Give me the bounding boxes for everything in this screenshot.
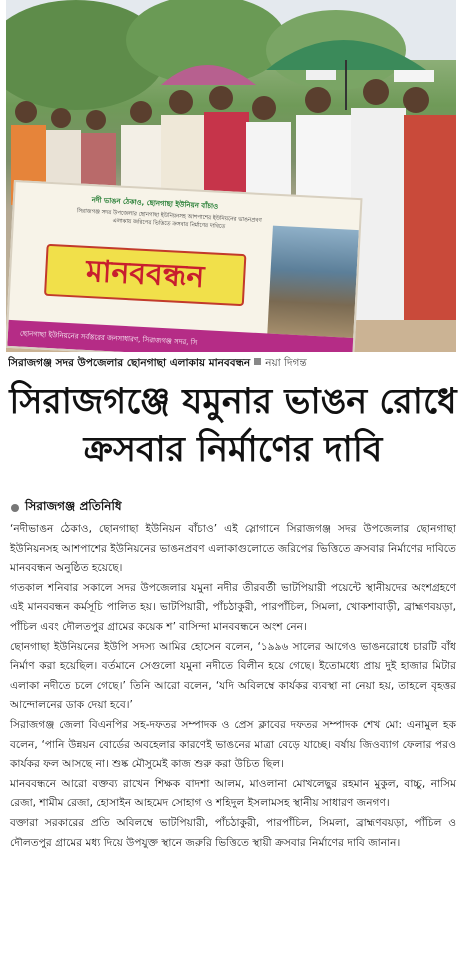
paragraph-6: বক্তারা সরকারের প্রতি অবিলম্বে ভাটপিয়ারী, পাঁচঠাকুরী, পারপাঁচিল, সিমলা, ব্রাহ্মণবয়ড়া, পাঁচিল ও দৌলতপুর গ্রামের মধ্য দিয়ে উপযুক্ত স্থানে জরুরি ভিত্তিতে স্থায়ী ক্রসবার নির্মাণের দাবি জানান। (10, 816, 456, 849)
protest-photo (6, 0, 456, 352)
headline-line-1: সিরাজগঞ্জে যমুনার ভাঙন রোধে (9, 381, 457, 422)
caption-source: নয়া দিগন্ত (265, 357, 307, 369)
byline-text: সিরাজগঞ্জ প্রতিনিধি (25, 499, 122, 513)
banner-footer-strip: ছোনগাছা ইউনিয়নের সর্বস্তরের জনসাধারণ, সিরাজগঞ্জ সদর, সি (7, 320, 362, 352)
headline (0, 380, 466, 472)
banner-title: মানববন্ধন (44, 244, 246, 306)
paragraph-1: ‘নদীভাঙন ঠেকাও, ছোনগাছা ইউনিয়ন বাঁচাও’ এই স্লোগানে সিরাজগঞ্জ সদর উপজেলার ছোনগাছা ইউনিয়নসহ আশপাশের ইউনিয়নের ভাঙনপ্রবণ এলাকাগুলোতে জরিপের ভিত্তিতে ক্রসবার নির্মাণের দাবিতে মানববন্ধন অনুষ্ঠিত হয়েছে। (10, 523, 456, 575)
banner-river-image (267, 226, 359, 338)
paragraph-5: মানববন্ধনে আরো বক্তব্য রাখেন শিক্ষক বাদশা আলম, মাওলানা মোখলেছুর রহমান মুকুল, বাচ্চু, নাসিম রেজা, শামীম রেজা, হোসাইন আহমেদ সোহাগ ও শহিদুল ইসলামসহ স্থানীয় সাধারণ জনগণ। (10, 777, 456, 810)
bullet-icon (11, 504, 19, 512)
square-bullet-icon (254, 358, 261, 365)
banner-slogan: নদী ভাঙন ঠেকাও, ছোনগাছা ইউনিয়ন বাঁচাও (91, 196, 219, 211)
byline (11, 500, 122, 516)
headline-line-2: ক্রসবার নির্মাণের দাবি (83, 429, 383, 470)
paragraph-2: গতকাল শনিবার সকালে সদর উপজেলার যমুনা নদীর তীরবর্তী ভাটপিয়ারী পয়েন্টে স্থানীয়দের অংশগ্রহণে এই মানববন্ধন কর্মসূচি পালিত হয়। ভাটপিয়ারী, পাঁচঠাকুরী, পারপাঁচিল, সিমলা, খোকশাবাড়ী, ব্রাহ্মণবয়ড়া, পাঁচিল এবং দৌলতপুর গ্রামের কয়েক শ’ বাসিন্দা মানববন্ধনে অংশ নেন। (10, 581, 456, 633)
banner-subtext: সিরাজগঞ্জ সদর উপজেলার ছোনগাছা ইউনিয়নসহ আশপাশের ইউনিয়নের ভাঙনপ্রবণ এলাকায় জরিপের ভিত্তিতে ক্রসবার নির্মাণের দাবিতে (76, 208, 262, 231)
paragraph-3: ছোনগাছা ইউনিয়নের ইউপি সদস্য আমির হোসেন বলেন, ‘১৯৯৬ সালের আগেও ভাঙনরোধে চারটি বাঁধ নির্মাণ করা হয়েছিল। বর্তমানে সেগুলো যমুনা নদীতে বিলীন হয়ে গেছে। ইতোমধ্যে প্রায় দুই হাজার মিটার এলাকা নদীতে চলে গেছে।’ তিনি আরো বলেন, ‘যদি অবিলম্বে কার্যকর ব্যবস্থা না নেয়া হয়, তাহলে বৃহত্তর আন্দোলনের ডাক দেয়া হবে।’ (10, 640, 456, 712)
paragraph-4: সিরাজগঞ্জ জেলা বিএনপির সহ-দফতর সম্পাদক ও প্রেস ক্লাবের দফতর সম্পাদক শেখ মো: এনামুল হক বলেন, ‘পানি উন্নয়ন বোর্ডের অবহেলার কারণেই ভাঙনের মাত্রা বেড়ে যাচ্ছে। বর্ষায় জিওব্যাগ ফেলার পরও কার্যকর ফল আসছে না। শুষ্ক মৌসুমেই কাজ শুরু করা উচিত ছিল। (10, 718, 456, 771)
article-body (10, 520, 456, 853)
caption-text: সিরাজগঞ্জ সদর উপজেলার ছোনগাছা এলাকায় মানববন্ধন (8, 357, 251, 369)
protest-banner (6, 180, 363, 352)
photo-caption (8, 356, 458, 372)
